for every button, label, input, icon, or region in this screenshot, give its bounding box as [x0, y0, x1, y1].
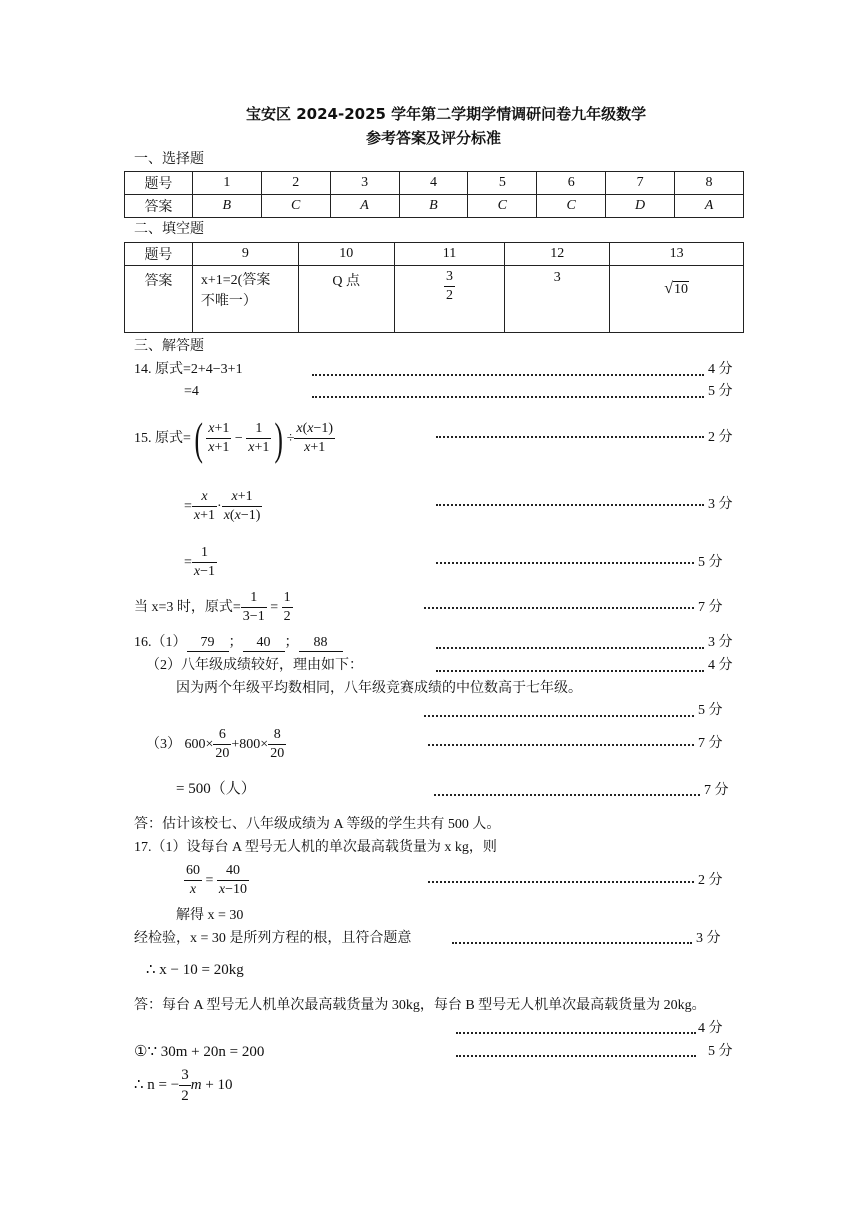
score: 5 分 [698, 703, 723, 718]
leader-dots [436, 562, 694, 564]
q15-evaluate: 当 x=3 时，原式= $\frac{1}{3-1}$ = $\frac{1}{2}$ [134, 590, 291, 624]
score: 5 分 [698, 555, 723, 570]
table-row-label: 题号 [125, 243, 193, 266]
answer-cell-12: 3 [505, 266, 610, 333]
question-number: 10 [298, 243, 394, 266]
section-label-solve: 三、解答题 [134, 339, 204, 354]
fill-answer-table [124, 242, 744, 333]
question-number: 13 [610, 243, 744, 266]
score: 4 分 [708, 362, 733, 377]
leader-dots [428, 744, 694, 746]
leader-dots [456, 1032, 696, 1034]
q17-part2: ①∵ 30m + 20n = 200 [134, 1044, 265, 1060]
leader-dots [436, 647, 704, 649]
leader-dots [436, 670, 704, 672]
leader-dots [312, 396, 704, 398]
answer-cell: D [606, 195, 675, 218]
answer-cell-11 [394, 266, 505, 333]
question-number: 5 [468, 172, 537, 195]
q15-prefix: 15. 原式= [134, 430, 191, 446]
question-number: 3 [330, 172, 399, 195]
answer-cell-13 [610, 266, 744, 333]
q15-step3: = $\frac{1}{x-1}$ [184, 545, 216, 579]
answer-cell-9 [192, 266, 298, 333]
question-number: 7 [606, 172, 675, 195]
q16-part1: 16.（1） 79 ； 40 ； 88 [134, 635, 343, 652]
answer-cell-10: Q 点 [298, 266, 394, 333]
q16-part3: （3） 600× $\frac{6}{20}$ +800× $\frac{8}{20}$ [146, 727, 285, 761]
q15-step2: = $\frac{x}{x+1}$ · $\frac{x+1}{x(x-1)}$ [184, 489, 261, 523]
answer-cell: A [330, 195, 399, 218]
score: 7 分 [698, 736, 723, 751]
table-row-label: 答案 [125, 195, 193, 218]
question-number: 8 [675, 172, 744, 195]
score: 3 分 [696, 931, 721, 946]
q17-therefore: ∴ x − 10 = 20kg [146, 962, 244, 978]
answer-cell: A [675, 195, 744, 218]
blank-answer: 40 [243, 635, 285, 652]
score: 3 分 [708, 635, 733, 650]
doc-title: 宝安区 2024-2025 学年第二学期学情调研问卷九年级数学 [246, 105, 647, 123]
q16-result: = 500（人） [176, 781, 256, 797]
score: 2 分 [708, 430, 733, 445]
blank-answer: 88 [299, 635, 343, 652]
q15-expression: 15. 原式= ( $\frac{x+1}{x+1}$ − $\frac{1}{x+1}$ ) ÷ $\frac{x(x-1)}{x+1}$ [134, 413, 334, 464]
q16-reason: 因为两个年级平均数相同，八年级竞赛成绩的中位数高于七年级。 [176, 681, 582, 696]
sqrt-expression: √10 [664, 280, 688, 297]
score: 4 分 [698, 1021, 723, 1036]
q14-line2: =4 [184, 384, 199, 399]
answer-cell: B [192, 195, 261, 218]
q15-when: 当 x=3 时，原式= [134, 599, 241, 615]
question-number: 1 [192, 172, 261, 195]
q17-solve: 解得 x = 30 [176, 908, 244, 923]
fraction: $\frac{3}{2}$ [445, 269, 453, 303]
q17-equation: $\frac{60}{x}$ = $\frac{40}{x-10}$ [186, 863, 248, 897]
q17-check: 经检验，x = 30 是所列方程的根，且符合题意 [134, 931, 412, 946]
question-number: 11 [394, 243, 505, 266]
q17-answer: 答：每台 A 型号无人机单次最高载货量为 30kg，每台 B 型号无人机单次最高载货量为 20kg。 [134, 998, 706, 1013]
leader-dots [434, 794, 700, 796]
leader-dots [428, 881, 694, 883]
question-number: 4 [399, 172, 468, 195]
leader-dots [456, 1055, 696, 1057]
table-row-label: 题号 [125, 172, 193, 195]
question-number: 2 [261, 172, 330, 195]
score: 3 分 [708, 497, 733, 512]
leader-dots [452, 942, 692, 944]
leader-dots [424, 715, 694, 717]
answer-cell: C [468, 195, 537, 218]
question-number: 9 [192, 243, 298, 266]
score: 5 分 [708, 1044, 733, 1059]
choice-answer-table [124, 171, 744, 218]
score: 7 分 [698, 600, 723, 615]
leader-dots [436, 504, 704, 506]
blank-answer: 79 [187, 635, 229, 652]
score: 5 分 [708, 384, 733, 399]
question-number: 12 [505, 243, 610, 266]
q17-part1: 17.（1）设每台 A 型号无人机的单次最高载货量为 x kg，则 [134, 840, 497, 855]
answer-9-line1: x+1=2(答案 [200, 273, 271, 288]
q14-line1: 14. 原式=2+4−3+1 [134, 362, 243, 377]
leader-dots [312, 374, 704, 376]
answer-cell: C [261, 195, 330, 218]
answer-cell: C [537, 195, 606, 218]
table-row-label: 答案 [125, 266, 193, 333]
doc-subtitle: 参考答案及评分标准 [366, 129, 502, 147]
answer-9-line2: 不唯一） [200, 294, 257, 309]
question-number: 6 [537, 172, 606, 195]
section-label-choice: 一、选择题 [134, 152, 204, 167]
section-label-fill: 二、填空题 [134, 222, 204, 237]
leader-dots [424, 607, 694, 609]
score: 4 分 [708, 658, 733, 673]
leader-dots [436, 436, 704, 438]
q17-n-expression: ∴ n = − $\frac{3}{2}$ m + 10 [134, 1067, 233, 1104]
answer-cell: B [399, 195, 468, 218]
q16-part2: （2）八年级成绩较好，理由如下： [146, 658, 363, 673]
q16-answer: 答：估计该校七、八年级成绩为 A 等级的学生共有 500 人。 [134, 817, 501, 832]
score: 7 分 [704, 783, 729, 798]
score: 2 分 [698, 873, 723, 888]
